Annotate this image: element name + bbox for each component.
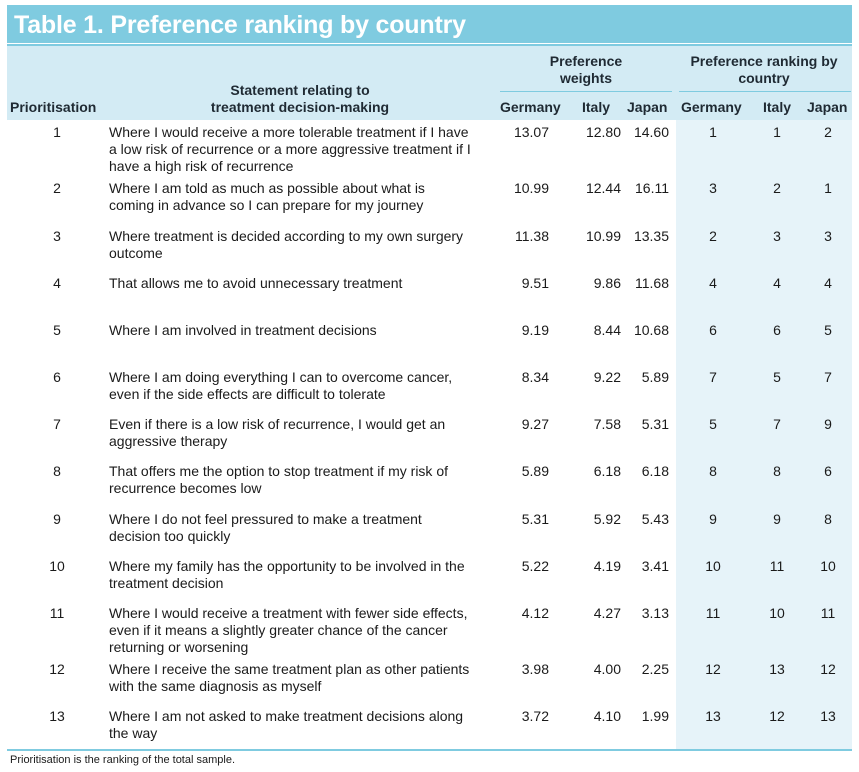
statement-line: Where I am told as much as possible about what is — [109, 180, 425, 196]
statement-line: even if the side effects are difficult to tolerate — [109, 386, 386, 402]
prioritisation-cell: 4 — [53, 275, 61, 291]
statement-cell — [109, 511, 499, 545]
footnote: Prioritisation is the ranking of the total sample. — [10, 754, 236, 766]
weight-italy-cell: 9.86 — [593, 275, 621, 291]
weight-japan-cell: 5.31 — [641, 416, 669, 432]
statement-line: outcome — [109, 245, 163, 261]
header-weights-italy: Italy — [582, 99, 611, 115]
prioritisation-cell: 13 — [49, 708, 65, 724]
weight-italy-cell: 7.58 — [593, 416, 621, 432]
statement-line: aggressive therapy — [109, 433, 228, 449]
weight-japan-cell: 14.60 — [633, 124, 669, 140]
weight-japan-cell: 10.68 — [633, 322, 669, 338]
statement-line: Where treatment is decided according to my own surgery — [109, 228, 464, 244]
weight-japan-cell: 1.99 — [641, 708, 669, 724]
rank-japan-cell: 9 — [824, 416, 832, 432]
statement-cell — [109, 708, 499, 742]
statement-cell — [109, 661, 499, 695]
prioritisation-cell: 1 — [53, 124, 61, 140]
weight-germany-cell: 11.38 — [515, 228, 549, 244]
bottom-rule — [7, 749, 852, 751]
ranking-header-rule — [679, 91, 851, 92]
weights-header-rule — [500, 91, 672, 92]
rank-germany-cell: 3 — [709, 180, 717, 196]
statement-line: Where I do not feel pressured to make a treatment — [109, 511, 422, 527]
weight-japan-cell: 2.25 — [641, 661, 669, 677]
prioritisation-cell: 2 — [53, 180, 61, 196]
weight-japan-cell: 5.43 — [641, 511, 669, 527]
statement-line: decision too quickly — [109, 528, 231, 544]
statement-line: with the same diagnosis as myself — [109, 678, 322, 694]
header-pr-line1: Preference ranking by — [690, 53, 838, 69]
rank-italy-cell: 6 — [773, 322, 781, 338]
statement-line: That offers me the option to stop treatment if my risk of — [109, 463, 449, 479]
rank-italy-cell: 5 — [773, 369, 781, 385]
statement-cell — [109, 605, 499, 656]
weight-japan-cell: 16.11 — [635, 180, 669, 196]
rank-germany-cell: 11 — [705, 605, 721, 621]
weight-japan-cell: 3.13 — [641, 605, 669, 621]
weight-japan-cell: 5.89 — [641, 369, 669, 385]
weight-germany-cell: 5.22 — [521, 558, 549, 574]
statement-line: even if it means a slightly greater chance of the cancer — [109, 622, 448, 638]
weight-italy-cell: 10.99 — [585, 228, 621, 244]
rank-japan-cell: 8 — [824, 511, 832, 527]
weight-italy-cell: 4.27 — [593, 605, 621, 621]
header-preference-ranking — [676, 53, 852, 87]
weight-italy-cell: 6.18 — [593, 463, 621, 479]
rank-japan-cell: 3 — [824, 228, 832, 244]
rank-italy-cell: 8 — [773, 463, 781, 479]
weight-germany-cell: 13.07 — [513, 124, 549, 140]
rank-germany-cell: 12 — [705, 661, 721, 677]
header-preference-weights — [497, 53, 675, 87]
rank-germany-cell: 8 — [709, 463, 717, 479]
rank-japan-cell: 5 — [824, 322, 832, 338]
statement-line: returning or worsening — [109, 639, 249, 655]
weight-germany-cell: 5.31 — [521, 511, 549, 527]
header-ranking-japan: Japan — [807, 99, 848, 115]
statement-line: the way — [109, 725, 158, 741]
rank-germany-cell: 2 — [709, 228, 717, 244]
header-statement-line1: Statement relating to — [230, 82, 370, 98]
header-ranking-italy: Italy — [763, 99, 792, 115]
statement-line: recurrence becomes low — [109, 480, 262, 496]
statement-cell — [109, 558, 499, 592]
statement-line: coming in advance so I can prepare for my journey — [109, 197, 424, 213]
rank-italy-cell: 1 — [773, 124, 781, 140]
weight-germany-cell: 5.89 — [521, 463, 549, 479]
weight-japan-cell: 11.68 — [635, 275, 669, 291]
statement-line: Where my family has the opportunity to be involved in the — [109, 558, 465, 574]
header-weights-japan: Japan — [627, 99, 668, 115]
weight-germany-cell: 3.72 — [521, 708, 549, 724]
weight-italy-cell: 4.00 — [593, 661, 621, 677]
rank-germany-cell: 13 — [705, 708, 721, 724]
weight-germany-cell: 9.27 — [521, 416, 549, 432]
header-pw-line1: Preference — [549, 53, 623, 69]
statement-line: have a high risk of recurrence — [109, 158, 294, 174]
rank-germany-cell: 7 — [709, 369, 717, 385]
prioritisation-cell: 5 — [53, 322, 61, 338]
prioritisation-cell: 12 — [49, 661, 65, 677]
header-ranking-germany: Germany — [681, 99, 742, 115]
statement-cell — [109, 275, 499, 292]
weight-italy-cell: 12.44 — [585, 180, 621, 196]
header-statement — [110, 82, 490, 116]
rank-japan-cell: 1 — [824, 180, 832, 196]
rank-japan-cell: 2 — [824, 124, 832, 140]
statement-cell — [109, 463, 499, 497]
rank-italy-cell: 13 — [769, 661, 785, 677]
statement-line: treatment decision — [109, 575, 224, 591]
weight-italy-cell: 9.22 — [593, 369, 621, 385]
statement-cell — [109, 180, 499, 214]
statement-cell — [109, 369, 499, 403]
header-prioritisation: Prioritisation — [10, 99, 97, 115]
statement-line: Where I would receive a more tolerable treatment if I have — [109, 124, 469, 140]
prioritisation-cell: 7 — [53, 416, 61, 432]
prioritisation-cell: 3 — [53, 228, 61, 244]
header-pw-line2: weights — [559, 70, 613, 86]
statement-line: Where I would receive a treatment with fewer side effects, — [109, 605, 468, 621]
ranking-column-band — [676, 46, 852, 749]
weight-germany-cell: 9.51 — [521, 275, 549, 291]
statement-cell — [109, 228, 499, 262]
rank-italy-cell: 4 — [773, 275, 781, 291]
prioritisation-cell: 11 — [49, 605, 65, 621]
rank-italy-cell: 11 — [769, 558, 785, 574]
statement-line: Where I am involved in treatment decisions — [109, 322, 377, 338]
statement-line: Where I receive the same treatment plan as other patients — [109, 661, 470, 677]
rank-japan-cell: 11 — [820, 605, 836, 621]
rank-germany-cell: 9 — [709, 511, 717, 527]
rank-japan-cell: 10 — [820, 558, 836, 574]
statement-line: Where I am not asked to make treatment decisions along — [109, 708, 464, 724]
rank-germany-cell: 5 — [709, 416, 717, 432]
header-pr-line2: country — [738, 70, 790, 86]
header-weights-germany: Germany — [500, 99, 561, 115]
statement-line: Where I am doing everything I can to overcome cancer, — [109, 369, 453, 385]
rank-germany-cell: 6 — [709, 322, 717, 338]
weight-italy-cell: 4.10 — [593, 708, 621, 724]
prioritisation-cell: 9 — [53, 511, 61, 527]
weight-italy-cell: 8.44 — [593, 322, 621, 338]
weights-column-band — [497, 46, 675, 749]
weight-italy-cell: 12.80 — [585, 124, 621, 140]
weight-japan-cell: 6.18 — [641, 463, 669, 479]
statement-line: Even if there is a low risk of recurrence, I would get an — [109, 416, 446, 432]
rank-italy-cell: 9 — [773, 511, 781, 527]
weight-italy-cell: 4.19 — [593, 558, 621, 574]
rank-germany-cell: 4 — [709, 275, 717, 291]
statement-line: a low risk of recurrence or a more aggressive treatment if I — [109, 141, 471, 157]
weight-germany-cell: 3.98 — [521, 661, 549, 677]
rank-japan-cell: 6 — [824, 463, 832, 479]
table-title: Table 1. Preference ranking by country — [7, 5, 852, 43]
rank-japan-cell: 13 — [820, 708, 836, 724]
rank-italy-cell: 3 — [773, 228, 781, 244]
prioritisation-cell: 8 — [53, 463, 61, 479]
rank-italy-cell: 2 — [773, 180, 781, 196]
rank-germany-cell: 1 — [709, 124, 717, 140]
rank-japan-cell: 7 — [824, 369, 832, 385]
statement-cell — [109, 416, 499, 450]
weight-germany-cell: 8.34 — [521, 369, 549, 385]
prioritisation-cell: 10 — [49, 558, 65, 574]
rank-japan-cell: 12 — [820, 661, 836, 677]
statement-line: That allows me to avoid unnecessary treatment — [109, 275, 403, 291]
rank-italy-cell: 10 — [769, 605, 785, 621]
prioritisation-cell: 6 — [53, 369, 61, 385]
weight-germany-cell: 4.12 — [521, 605, 549, 621]
statement-cell — [109, 124, 499, 175]
rank-italy-cell: 12 — [769, 708, 785, 724]
weight-japan-cell: 13.35 — [633, 228, 669, 244]
weight-germany-cell: 9.19 — [521, 322, 549, 338]
weight-germany-cell: 10.99 — [513, 180, 549, 196]
statement-cell — [109, 322, 499, 339]
rank-japan-cell: 4 — [824, 275, 832, 291]
weight-japan-cell: 3.41 — [641, 558, 669, 574]
rank-germany-cell: 10 — [705, 558, 721, 574]
weight-italy-cell: 5.92 — [593, 511, 621, 527]
header-statement-line2: treatment decision-making — [210, 99, 390, 115]
rank-italy-cell: 7 — [773, 416, 781, 432]
